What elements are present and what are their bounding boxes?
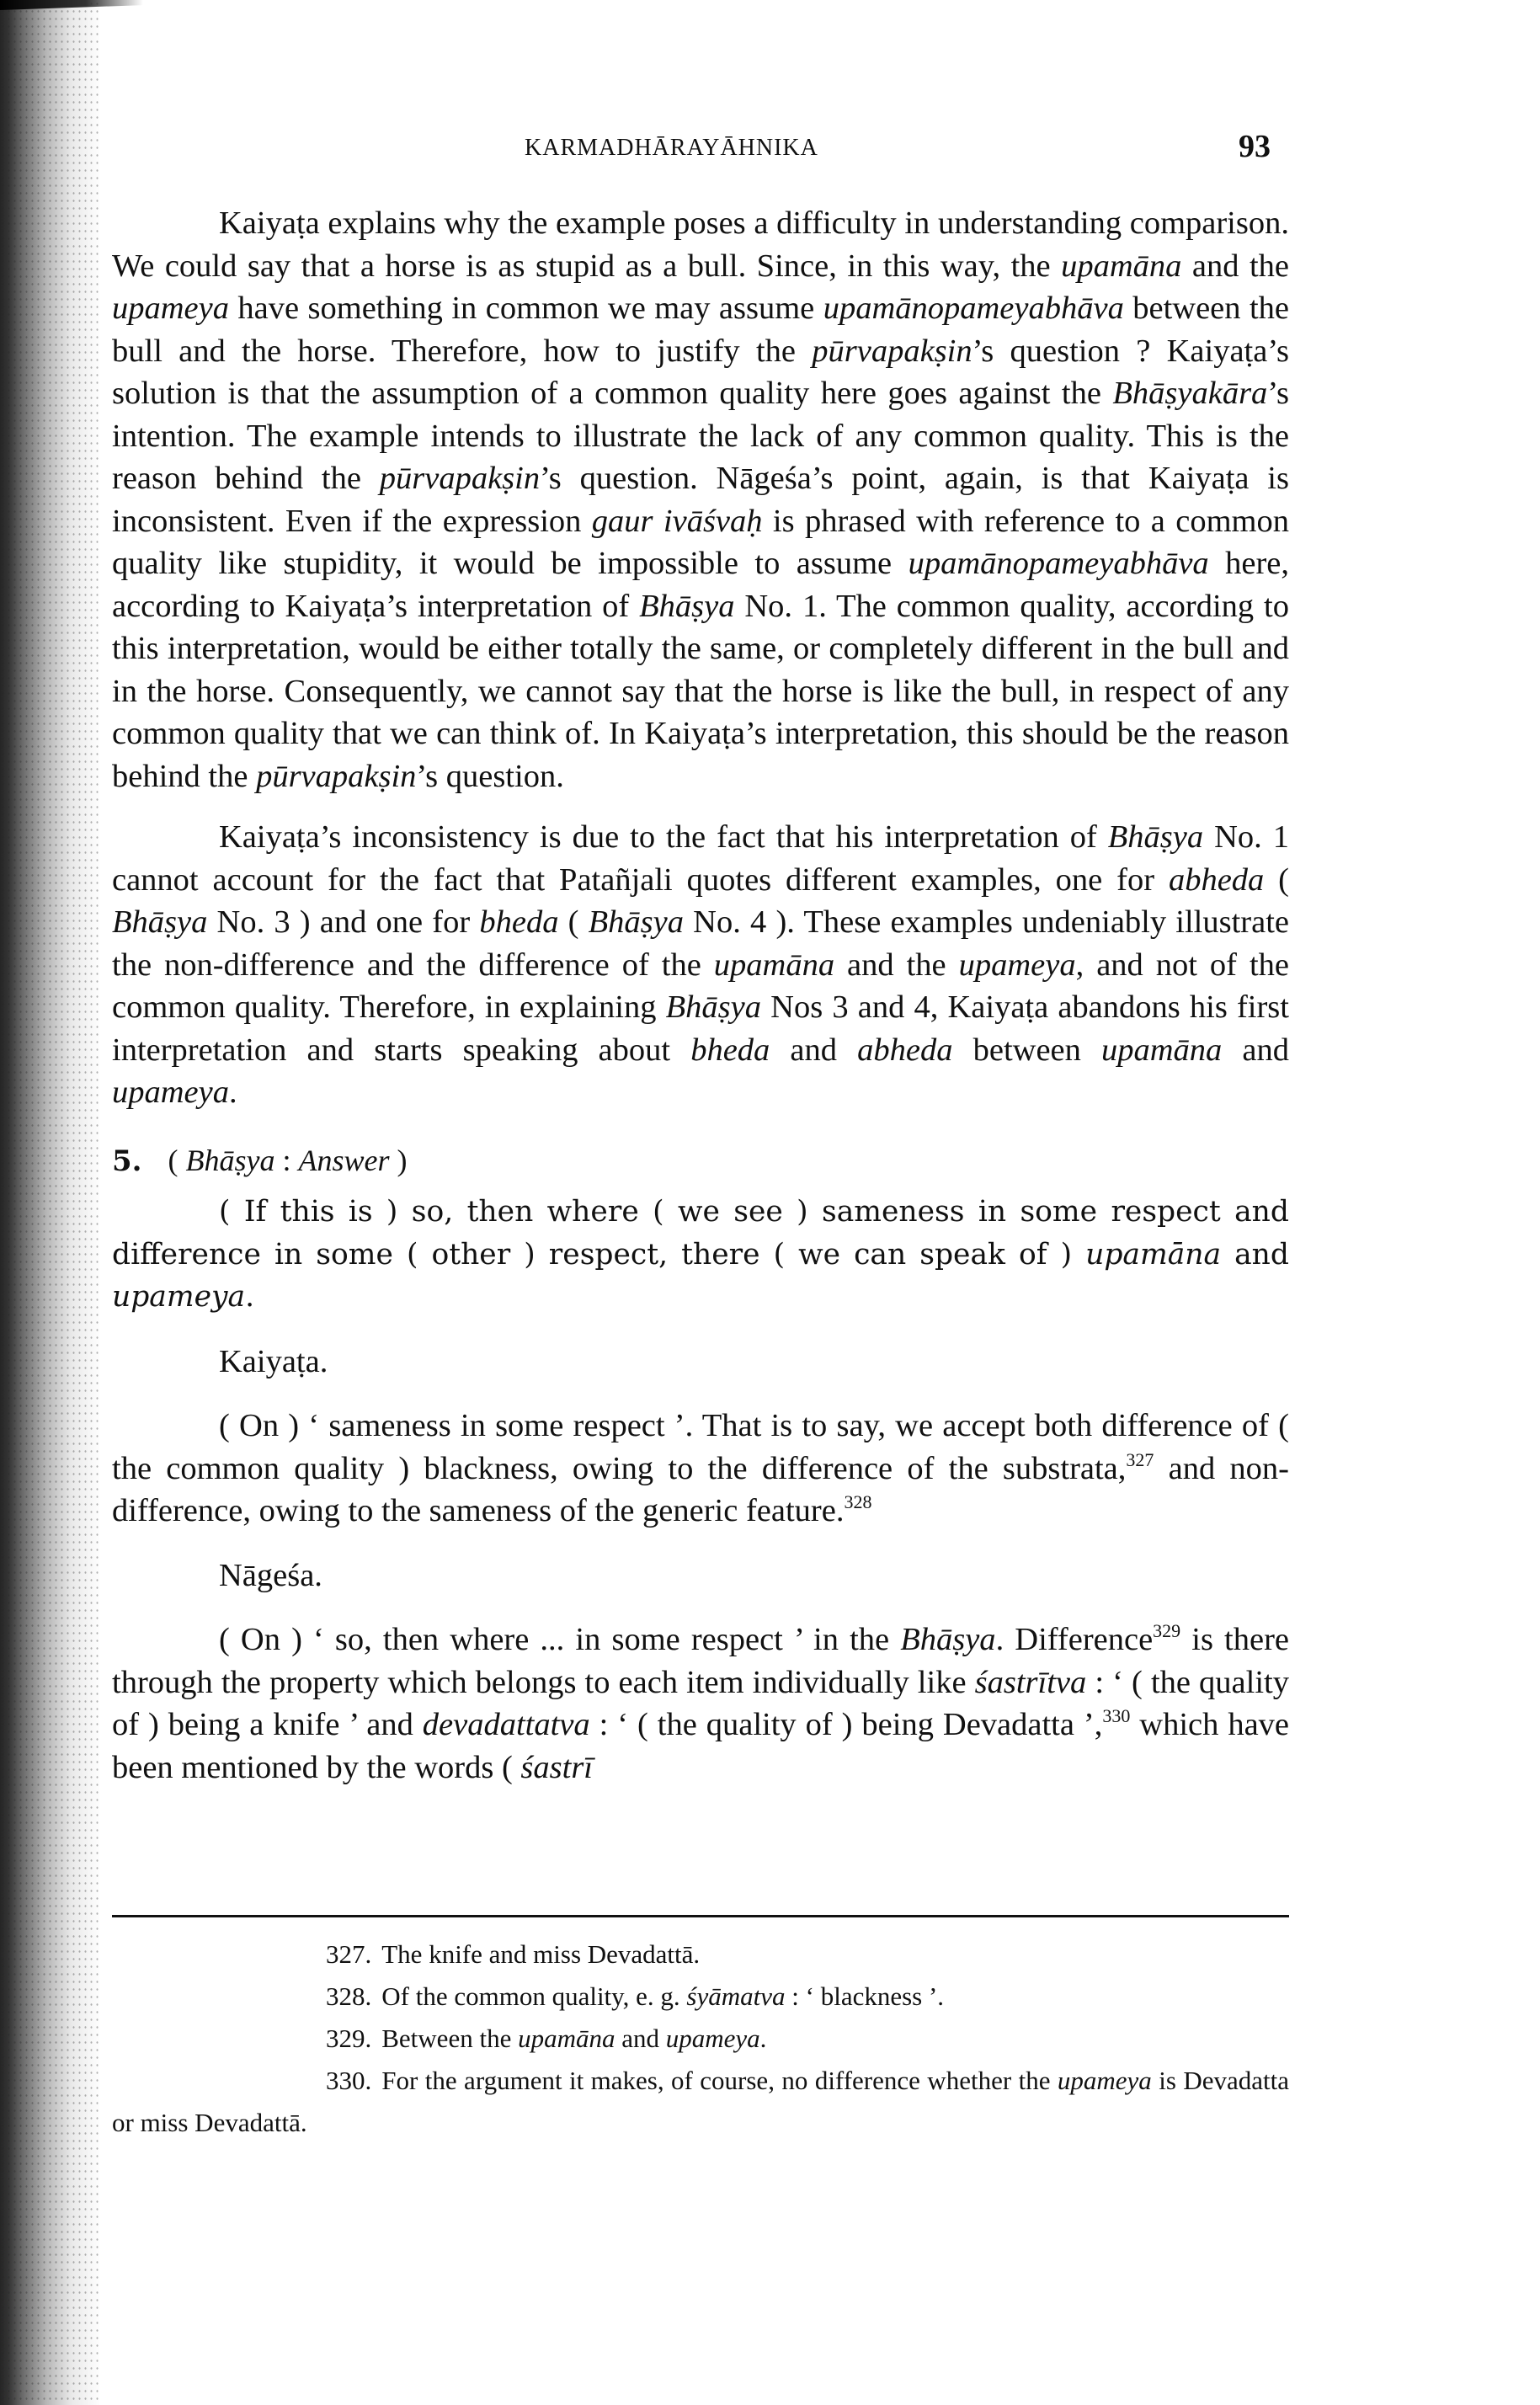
italic-term: Bhāṣya	[665, 989, 761, 1025]
italic-term: upameya	[958, 947, 1076, 983]
italic-term: abheda	[1168, 861, 1265, 898]
italic-term: devadattatva	[422, 1707, 590, 1742]
italic-term: upamāna	[518, 2024, 615, 2053]
italic-term: pūrvapakṣin	[379, 461, 541, 496]
italic-term: bheda	[479, 904, 559, 940]
italic-term: upamānopameyabhāva	[823, 291, 1124, 326]
footnote-reference: 328	[844, 1491, 872, 1512]
body-text	[112, 202, 1289, 1789]
commentator-label-kaiyata: Kaiyaṭa.	[219, 1343, 328, 1379]
italic-term: pūrvapakṣin	[812, 333, 972, 369]
running-head	[112, 128, 1289, 170]
italic-term: śastrī	[520, 1749, 593, 1785]
italic-term: upamāna	[1100, 1032, 1223, 1068]
footnote-reference: 327	[1126, 1448, 1154, 1470]
italic-term: bheda	[690, 1032, 770, 1068]
footnote-divider	[112, 1915, 1289, 1917]
kaiyata-commentary: ( On ) ‘ sameness in some respect ’. That is to say, we accept both difference of ( the common quality ) blackness, owing to the difference of the substrata,$^{327}$ and non-difference, owing to the sameness of the generic feature.$^{328}$	[112, 1408, 1289, 1528]
italic-term: pūrvapakṣin	[256, 758, 417, 794]
italic-term: upamāna	[1061, 248, 1182, 284]
italic-term: upameya	[112, 1280, 246, 1314]
italic-term: upamāna	[713, 947, 835, 983]
footnote-328	[112, 1976, 1289, 2018]
footnote-number: 330.	[326, 2066, 372, 2095]
footnotes	[112, 1933, 1289, 2144]
italic-term: Bhāṣya	[1107, 819, 1204, 855]
italic-term: Bhāṣya	[112, 904, 208, 940]
footnote-text: Of the common quality, e. g. śyāmatva : ‘ blackness ’.	[381, 1981, 945, 2011]
footnote-327	[112, 1933, 1289, 1976]
italic-term: Bhāṣya	[588, 904, 684, 940]
footnote-329	[112, 2018, 1289, 2060]
italic-term: śyāmatva	[686, 1981, 786, 2011]
italic-term: upamāna	[1085, 1237, 1222, 1272]
italic-term: upamānopameyabhāva	[908, 546, 1209, 581]
italic-term: upameya	[112, 291, 229, 326]
italic-term: gaur ivāśvaḥ	[591, 503, 763, 539]
bhasya-translation: ( If this is ) so, then where ( we see ) sameness in some respect and difference in some ( other ) respect, there ( we can speak of ) upamāna and upameya.	[112, 1195, 1289, 1314]
italic-term: Bhāṣya	[185, 1143, 275, 1177]
italic-term: Bhāṣyakāra	[1112, 376, 1268, 411]
footnote-330	[112, 2060, 1289, 2144]
footnote-number: 329.	[326, 2024, 372, 2053]
running-title: KARMADHĀRAYĀHNIKA	[525, 135, 818, 161]
italic-term: upameya	[665, 2024, 760, 2053]
footnote-reference: 329	[1153, 1620, 1181, 1641]
paragraph-kaiyata-inconsistency: Kaiyaṭa’s inconsistency is due to the fact that his interpretation of Bhāṣya No. 1 cannot account for the fact that Patañjali quotes different examples, one for abheda ( Bhāṣya No. 3 ) and one for bheda ( Bhāṣya No. 4 ). These examples undeniably illustrate the non-difference and the difference of the upamāna and the upameya, and not of the common quality. Therefore, in explaining Bhāṣya Nos 3 and 4, Kaiyaṭa abandons his first interpretation and starts speaking about bheda and abheda between upamāna and upameya.	[112, 819, 1290, 1110]
italic-term: śastrītva	[974, 1664, 1087, 1700]
commentator-label-nagesa: Nāgeśa.	[219, 1557, 322, 1593]
italic-term: Bhāṣya	[900, 1622, 996, 1657]
footnote-number: 327.	[326, 1939, 372, 1969]
italic-term: Bhāṣya	[639, 588, 735, 624]
italic-term: abheda	[857, 1032, 953, 1068]
footnote-text: The knife and miss Devadattā.	[381, 1939, 701, 1969]
footnote-number: 328.	[326, 1981, 372, 2011]
scan-binding-shadow	[0, 0, 101, 2405]
nagesa-commentary: ( On ) ‘ so, then where ... in some respect ’ in the Bhāṣya. Difference$^{329}$ is there through the property which belongs to each item individually like śastrītva : ‘ ( the quality of ) being a knife ’ and devadattatva : ‘ ( the quality of ) being Devadatta ’,$^{330}$ which have been mentioned by the words ( śastrī	[112, 1620, 1290, 1785]
section-title: ( Bhāṣya : Answer )	[168, 1143, 408, 1177]
page-number: 93	[1239, 129, 1271, 164]
section-number: 5.	[112, 1144, 142, 1178]
italic-term: upameya	[112, 1075, 229, 1110]
footnote-text: Between the upamāna and upameya.	[381, 2024, 767, 2053]
italic-term: Answer	[298, 1143, 390, 1177]
italic-term: upameya	[1057, 2066, 1152, 2095]
section-heading	[112, 1139, 1289, 1183]
footnote-reference: 330	[1102, 1705, 1131, 1726]
paragraph-kaiyata-explains: Kaiyaṭa explains why the example poses a difficulty in understanding comparison. We could say that a horse is as stupid as a bull. Since, in this way, the upamāna and the upameya have something in common we may assume upamānopameyabhāva between the bull and the horse. Therefore, how to justify the pūrvapakṣin’s question ? Kaiyaṭa’s solution is that the assumption of a common quality here goes against the Bhāṣyakāra’s intention. The example intends to illustrate the lack of any common quality. This is the reason behind the pūrvapakṣin’s question. Nāgeśa’s point, again, is that Kaiyaṭa is inconsistent. Even if the expression gaur ivāśvaḥ is phrased with reference to a common quality like stupidity, it would be impossible to assume upamānopameyabhāva here, according to Kaiyaṭa’s interpretation of Bhāṣya No. 1. The common quality, according to this interpretation, would be either totally the same, or completely different in the bull and in the horse. Consequently, we cannot say that the horse is like the bull, in respect of any common quality that we can think of. In Kaiyaṭa’s interpretation, this should be the reason behind the pūrvapakṣin’s question.	[112, 205, 1290, 794]
footnote-text: For the argument it makes, of course, no difference whether the upameya is Devadatta or miss Devadattā.	[112, 2066, 1289, 2137]
